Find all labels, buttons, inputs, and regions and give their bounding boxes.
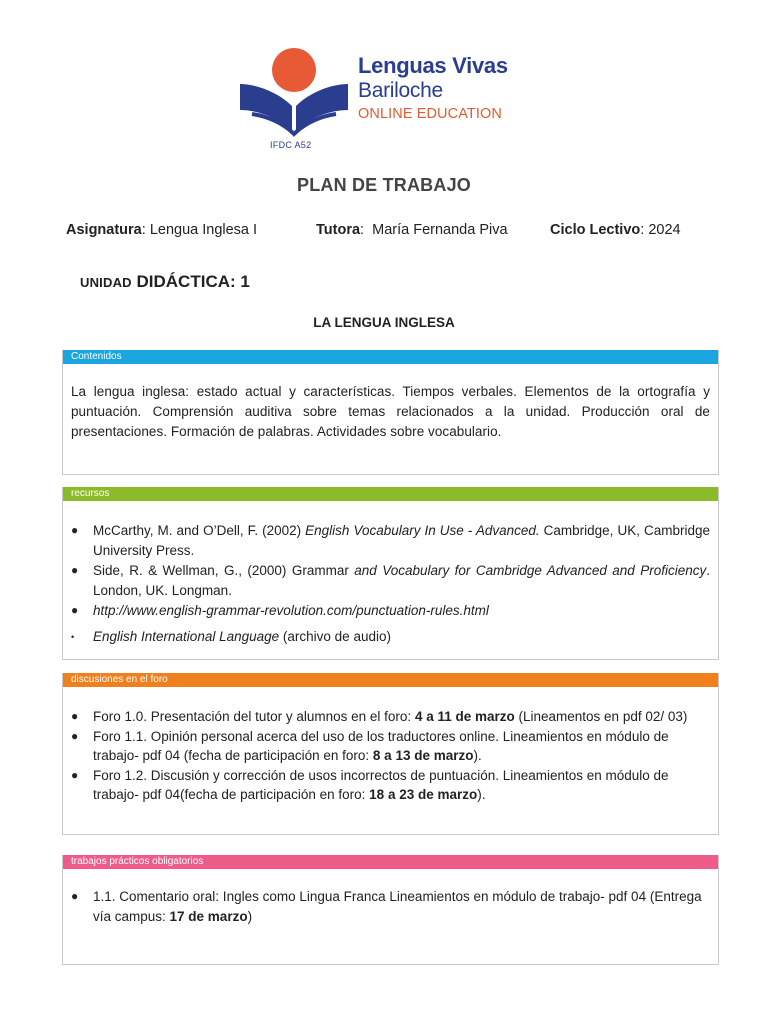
meta-year-value: 2024 bbox=[648, 222, 681, 238]
meta-tutor-value: María Fernanda Piva bbox=[372, 222, 508, 238]
section-foro-header: discusiones en el foro bbox=[63, 673, 718, 687]
institution-logo bbox=[236, 44, 536, 154]
bullet-icon: • bbox=[71, 631, 75, 642]
logo-book-base bbox=[252, 114, 336, 134]
meta-tutor-label: Tutora bbox=[316, 222, 361, 238]
bullet-icon: ● bbox=[71, 709, 79, 723]
meta-tutor: Tutora: María Fernanda Piva bbox=[316, 222, 508, 238]
section-recursos-header: recursos bbox=[63, 487, 718, 501]
bullet-icon: ● bbox=[71, 523, 79, 537]
logo-book-left-page bbox=[240, 84, 292, 130]
meta-year: Ciclo Lectivo: 2024 bbox=[550, 222, 681, 238]
list-item: ● McCarthy, M. and O’Dell, F. (2002) English Vocabulary In Use - Advanced. Cambridge, UK, Cambridge University Press. bbox=[71, 523, 710, 558]
section-contenidos bbox=[62, 350, 719, 475]
logo-subtitle: ONLINE EDUCATION bbox=[358, 106, 502, 122]
bullet-icon: ● bbox=[71, 563, 79, 577]
section-tp-header: trabajos prácticos obligatorios bbox=[63, 855, 718, 869]
unit-number: 1 bbox=[240, 272, 250, 291]
bullet-icon: ● bbox=[71, 889, 79, 903]
unit-subtitle: LA LENGUA INGLESA bbox=[313, 315, 455, 330]
meta-subject: Asignatura: Lengua Inglesa I bbox=[66, 222, 258, 238]
list-item: ● Side, R. & Wellman, G., (2000) Grammar and Vocabulary for Cambridge Advanced and Proficiency. London, UK. Longman. bbox=[71, 563, 710, 598]
list-item: ● Foro 1.1. Opinión personal acerca del uso de los traductores online. Lineamientos en módulo de trabajo- pdf 04 (fecha de participación en foro: 8 a 13 de marzo). bbox=[71, 728, 669, 763]
bullet-icon: ● bbox=[71, 767, 79, 782]
unit-heading: UNIDAD DIDÁCTICA: 1 bbox=[80, 272, 250, 291]
page-title: PLAN DE TRABAJO bbox=[296, 175, 471, 195]
logo-sun-circle bbox=[272, 48, 316, 92]
logo-book-right-page bbox=[296, 84, 348, 130]
list-item: ● 1.1. Comentario oral: Ingles como Lingua Franca Lineamientos en módulo de trabajo- pdf 04 (Entrega vía campus: 17 de marzo) bbox=[71, 889, 702, 924]
meta-subject-label: Asignatura bbox=[66, 222, 142, 238]
section-contenidos-header: Contenidos bbox=[63, 350, 718, 364]
logo-name: Lenguas Vivas bbox=[358, 53, 508, 78]
meta-subject-value: Lengua Inglesa I bbox=[149, 222, 258, 238]
meta-year-label: Ciclo Lectivo bbox=[550, 222, 641, 238]
book-reader-icon bbox=[236, 44, 356, 144]
section-contenidos-text: La lengua inglesa: estado actual y características. Tiempos verbales. Elementos de la ortografía y puntuación. Comprensión auditiva sobre temas relacionados a la unidad. Producción oral de presentaciones. Formación de palabras. Actividades sobre vocabulario. bbox=[71, 384, 710, 439]
list-item: ● Foro 1.0. Presentación del tutor y alumnos en el foro: 4 a 11 de marzo (Lineamentos en pdf 02/ 03) bbox=[71, 707, 710, 727]
resource-link[interactable]: http://www.english-grammar-revolution.com/punctuation-rules.html bbox=[93, 603, 489, 618]
list-item bbox=[71, 601, 710, 621]
section-foro bbox=[62, 673, 719, 835]
bullet-icon: ● bbox=[71, 603, 79, 617]
section-recursos bbox=[62, 487, 719, 660]
unit-prefix: UNIDAD bbox=[80, 275, 132, 290]
list-item: ● Foro 1.2. Discusión y corrección de usos incorrectos de puntuación. Lineamientos en módulo de trabajo- pdf 04(fecha de participación en foro: 18 a 23 de marzo). bbox=[71, 767, 669, 802]
bullet-icon: ● bbox=[71, 728, 79, 743]
logo-city: Bariloche bbox=[358, 79, 443, 102]
section-trabajos-practicos bbox=[62, 855, 719, 965]
unit-main: DIDÁCTICA bbox=[136, 272, 230, 291]
logo-code: IFDC A52 bbox=[270, 140, 312, 150]
list-item: • English International Language (archivo de audio) bbox=[71, 627, 710, 647]
